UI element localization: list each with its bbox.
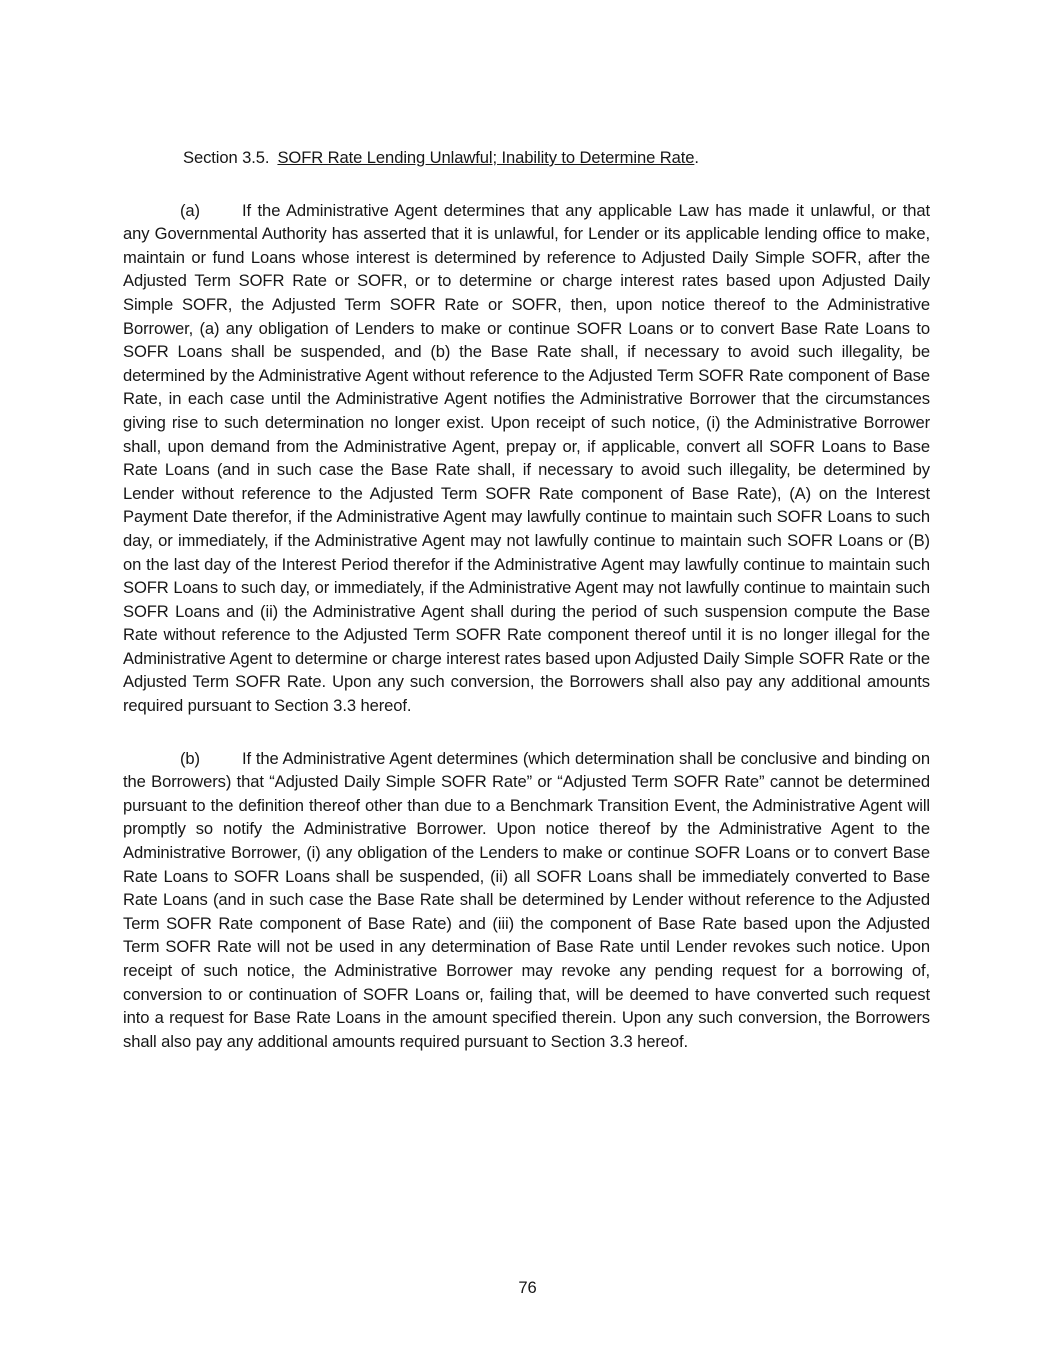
document-content xyxy=(123,146,930,1053)
paragraph-a xyxy=(123,199,930,718)
section-number: Section 3.5. xyxy=(183,148,270,167)
paragraph-a-label: (a) xyxy=(180,200,200,220)
paragraph-b xyxy=(123,747,930,1054)
page-number: 76 xyxy=(518,1278,537,1297)
section-title: SOFR Rate Lending Unlawful; Inability to Determine Rate xyxy=(277,148,695,167)
section-title-period: . xyxy=(694,148,699,167)
paragraph-b-label: (b) xyxy=(180,748,200,768)
paragraph-a-text: If the Administrative Agent determines that any applicable Law has made it unlawful, or that any Governmental Authority has asserted that it is unlawful, for Lender or its applicable lending office to make, maintain or fund Loans whose interest is determined by reference to Adjusted Daily Simple SOFR, after the Adjusted Term SOFR Rate or SOFR, or to determine or charge interest rates based upon Adjusted Daily Simple SOFR, the Adjusted Term SOFR Rate or SOFR, then, upon notice thereof to the Administrative Borrower, (a) any obligation of Lenders to make or continue SOFR Loans or to convert Base Rate Loans to SOFR Loans shall be suspended, and (b) the Base Rate shall, if necessary to avoid such illegality, be determined by the Administrative Agent without reference to the Adjusted Term SOFR Rate component of Base Rate, in each case until the Administrative Agent notifies the Administrative Borrower that the circumstances giving rise to such determination no longer exist. Upon receipt of such notice, (i) the Administrative Borrower shall, upon demand from the Administrative Agent, prepay or, if applicable, convert all SOFR Loans to Base Rate Loans (and in such case the Base Rate shall, if necessary to avoid such illegality, be determined by Lender without reference to the Adjusted Term SOFR Rate component of Base Rate), (A) on the Interest Payment Date therefor, if the Administrative Agent may lawfully continue to maintain such SOFR Loans to such day, or immediately, if the Administrative Agent may not lawfully continue to maintain such SOFR Loans or (B) on the last day of the Interest Period therefor if the Administrative Agent may lawfully continue to maintain such SOFR Loans to such day, or immediately, if the Administrative Agent may not lawfully continue to maintain such SOFR Loans and (ii) the Administrative Agent shall during the period of such suspension compute the Base Rate without reference to the Adjusted Term SOFR Rate component thereof until it is no longer illegal for the Administrative Agent to determine or charge interest rates based upon Adjusted Daily Simple SOFR Rate or the Adjusted Term SOFR Rate. Upon any such conversion, the Borrowers shall also pay any additional amounts required pursuant to Section 3.3 hereof. xyxy=(123,200,930,716)
section-heading xyxy=(123,146,930,170)
paragraph-b-text: If the Administrative Agent determines (which determination shall be conclusive and binding on the Borrowers) that “Adjusted Daily Simple SOFR Rate” or “Adjusted Term SOFR Rate” cannot be determined pursuant to the definition thereof other than due to a Benchmark Transition Event, the Administrative Agent will promptly so notify the Administrative Borrower. Upon notice thereof by the Administrative Agent to the Administrative Borrower, (i) any obligation of the Lenders to make or continue SOFR Loans or to convert Base Rate Loans to SOFR Loans shall be suspended, (ii) all SOFR Loans shall be immediately converted to Base Rate Loans (and in such case the Base Rate shall be determined by Lender without reference to the Adjusted Term SOFR Rate component of Base Rate) and (iii) the component of Base Rate based upon the Adjusted Term SOFR Rate will not be used in any determination of Base Rate until Lender revokes such notice. Upon receipt of such notice, the Administrative Borrower may revoke any pending request for a borrowing of, conversion to or continuation of SOFR Loans or, failing that, will be deemed to have converted such request into a request for Base Rate Loans in the amount specified therein. Upon any such conversion, the Borrowers shall also pay any additional amounts required pursuant to Section 3.3 hereof. xyxy=(123,748,930,1051)
